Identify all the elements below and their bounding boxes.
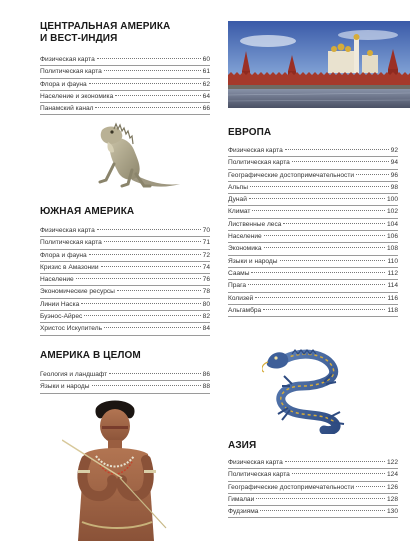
dot-leader [251,272,385,273]
toc-row[interactable] [40,286,210,298]
dot-leader [76,278,201,279]
toc-row[interactable] [228,231,398,243]
section-title: АЗИЯ [228,440,257,451]
toc-page: 98 [390,183,398,191]
toc-row[interactable] [40,79,210,91]
toc-page: 82 [202,313,210,321]
title-line-2: И ВЕСТ-ИНДИЯ [40,33,118,44]
toc-row[interactable] [228,469,398,481]
dot-leader [292,473,385,474]
dot-leader [256,498,385,499]
toc-row[interactable] [40,66,210,78]
dot-leader [260,510,385,511]
toc-page: 84 [202,325,210,333]
toc-row[interactable] [40,323,210,335]
toc-label: Политическая карта [40,68,102,76]
toc-row[interactable] [40,250,210,262]
toc-page: 122 [386,459,398,466]
toc-label: Кризис в Амазонии [40,263,99,271]
section-america-whole [40,350,210,394]
iguana-image [92,120,182,192]
tribesman-image [62,400,172,541]
toc-list [228,457,398,518]
toc-row[interactable] [40,381,210,393]
toc-page: 94 [390,159,398,167]
toc-label: Физическая карта [228,147,283,154]
toc-page: 86 [202,371,210,378]
dot-leader [104,327,201,328]
toc-page: 106 [386,233,398,241]
dot-leader [81,303,200,304]
toc-label: Буэнос-Айрес [40,313,83,321]
toc-label: Географические достопримечательности [228,171,355,179]
toc-row[interactable] [228,256,398,268]
toc-row[interactable] [40,311,210,323]
person-icon [62,400,172,541]
toc-page: 104 [386,220,398,228]
toc-label: Языки и народы [228,257,278,265]
toc-label: Физическая карта [228,459,283,466]
toc-label: Дунай [228,196,247,204]
dot-leader [283,223,385,224]
toc-page: 70 [202,227,210,234]
section-central-america [40,21,210,115]
dot-leader [95,107,200,108]
toc-label: Гималаи [228,495,255,503]
toc-page: 92 [390,147,398,154]
toc-page: 64 [202,92,210,100]
section-asia [228,440,398,518]
toc-label: Экономические ресурсы [40,288,115,296]
toc-row[interactable] [40,274,210,286]
toc-row[interactable] [228,305,398,317]
toc-label: Флора и фауна [40,251,87,259]
toc-page: 78 [202,288,210,296]
toc-page: 76 [202,276,210,284]
toc-row[interactable] [40,54,210,66]
dragon-image [262,342,352,434]
toc-label: Политическая карта [228,159,290,167]
section-title: ЮЖНАЯ АМЕРИКА [40,206,135,217]
dot-leader [89,254,201,255]
toc-row[interactable] [228,219,398,231]
toc-page: 126 [386,483,398,491]
section-south-america [40,206,210,336]
dot-leader [109,373,200,374]
toc-label: Панамский канал [40,105,94,113]
toc-row[interactable] [228,457,398,469]
toc-page: 100 [386,196,398,204]
kremlin-image [228,21,410,108]
dot-leader [89,83,201,84]
toc-row[interactable] [40,299,210,311]
toc-label: Прага [228,282,247,290]
toc-label: Геология и ландшафт [40,371,108,378]
toc-row[interactable] [228,145,398,157]
toc-row[interactable] [228,194,398,206]
toc-label: Население и экономика [40,92,114,100]
dot-leader [263,309,385,310]
toc-label: Климат [228,208,251,216]
dot-leader [285,149,389,150]
dot-leader [292,161,389,162]
toc-row[interactable] [40,103,210,115]
toc-label: Лиственные леса [228,220,282,228]
dot-leader [285,461,385,462]
toc-row[interactable] [40,262,210,274]
dot-leader [84,315,200,316]
section-title: АМЕРИКА В ЦЕЛОМ [40,350,141,361]
kremlin-icon [228,21,410,108]
dot-leader [117,290,201,291]
toc-row[interactable] [40,237,210,249]
dot-leader [356,174,389,175]
toc-label: Политическая карта [228,471,290,479]
toc-list [40,225,210,336]
toc-label: Языки и народы [40,383,90,391]
toc-label: Альпы [228,183,248,191]
toc-row[interactable] [40,225,210,237]
toc-label: Флора и фауна [40,80,87,88]
dot-leader [101,266,201,267]
toc-page: 66 [202,105,210,113]
toc-page: 110 [387,257,398,265]
dot-leader [97,58,201,59]
toc-page: 128 [386,495,398,503]
dot-leader [249,198,385,199]
dot-leader [252,210,385,211]
section-title [40,21,210,45]
dot-leader [250,186,389,187]
toc-page: 130 [386,508,398,516]
toc-page: 71 [202,239,210,247]
toc-list [40,54,210,115]
dot-leader [255,297,385,298]
toc-label: Политическая карта [40,239,102,247]
dot-leader [264,247,385,248]
dot-leader [356,486,385,487]
dot-leader [92,385,201,386]
dot-leader [97,229,201,230]
toc-page: 114 [387,282,398,290]
toc-row[interactable] [228,482,398,494]
iguana-icon [92,120,182,192]
toc-page: 102 [386,208,398,216]
toc-label: Географические достопримечательности [228,483,355,491]
toc-row[interactable] [40,91,210,103]
toc-list [228,145,398,317]
toc-label: Экономика [228,245,262,253]
toc-row[interactable] [228,293,398,305]
toc-row[interactable] [228,170,398,182]
toc-page: 74 [202,263,210,271]
dot-leader [280,260,386,261]
section-europe [228,127,398,317]
toc-label: Физическая карта [40,227,95,234]
toc-list [40,369,210,394]
toc-row[interactable] [228,506,398,518]
toc-label: Колизей [228,294,254,302]
toc-label: Фудзияма [228,508,259,516]
dragon-icon [262,342,352,434]
toc-page: 72 [202,251,210,259]
toc-row[interactable] [228,182,398,194]
toc-page: 88 [202,383,210,391]
toc-page: 108 [386,245,398,253]
dot-leader [248,284,385,285]
toc-label: Саамы [228,269,250,277]
toc-row[interactable] [228,280,398,292]
toc-page: 62 [202,80,210,88]
toc-row[interactable] [228,206,398,218]
toc-page: 118 [387,306,398,314]
toc-label: Физическая карта [40,56,95,63]
toc-row[interactable] [228,268,398,280]
toc-page: 80 [202,300,210,308]
toc-row[interactable] [228,494,398,506]
toc-row[interactable] [40,369,210,381]
toc-row[interactable] [228,157,398,169]
dot-leader [264,235,385,236]
toc-row[interactable] [228,243,398,255]
toc-label: Альгамбра [228,306,262,314]
title-line-1: ЦЕНТРАЛЬНАЯ АМЕРИКА [40,21,171,32]
dot-leader [104,70,201,71]
toc-page: 61 [202,68,210,76]
dot-leader [115,95,200,96]
section-title: ЕВРОПА [228,127,272,138]
toc-page: 116 [387,294,398,302]
toc-label: Линии Наска [40,300,80,308]
toc-page: 96 [390,171,398,179]
toc-page: 112 [387,269,398,277]
toc-page: 60 [202,56,210,63]
dot-leader [104,241,201,242]
toc-page: 124 [386,471,398,479]
toc-label: Христос Искупитель [40,325,103,333]
toc-label: Население [228,233,262,241]
toc-label: Население [40,276,74,284]
